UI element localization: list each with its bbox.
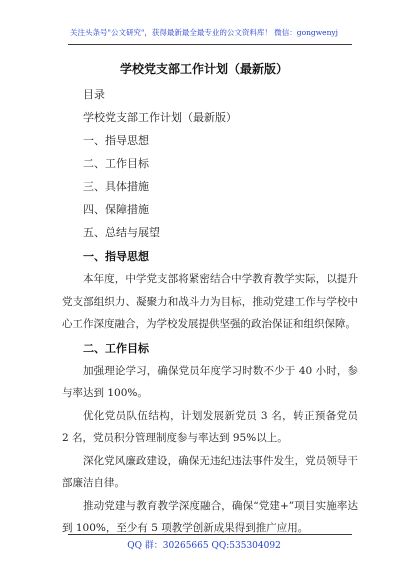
section-paragraph: 深化党风廉政建设，确保无违纪违法事件发生，党员领导干部廉洁自律。 bbox=[62, 454, 358, 489]
header-divider bbox=[68, 44, 352, 45]
toc-item[interactable]: 学校党支部工作计划（最新版） bbox=[83, 111, 237, 124]
page-header bbox=[0, 0, 408, 40]
document-title: 学校党支部工作计划（最新版） bbox=[119, 62, 288, 76]
toc-item[interactable]: 四、保障措施 bbox=[83, 203, 149, 216]
footer-divider bbox=[68, 534, 352, 535]
section-paragraph: 本年度，中学党支部将紧密结合中学教育教学实际，以提升党支部组织力、凝聚力和战斗力为目标，推动党建工作与学校中心工作深度融合，为学校发展提供坚强的政治保证和组织保障。 bbox=[62, 273, 358, 330]
toc-item[interactable]: 二、工作目标 bbox=[83, 157, 149, 170]
document-body bbox=[0, 60, 408, 540]
toc-item[interactable]: 五、总结与展望 bbox=[83, 226, 160, 239]
toc-label: 目录 bbox=[83, 88, 105, 101]
section-paragraph: 推动党建与教育教学深度融合，确保“党建+”项目实施率达到 100%，至少有 5 项教学创新成果得到推广应用。 bbox=[62, 499, 358, 534]
section-paragraph: 加强理论学习，确保党员年度学习时数不少于 40 小时，参与率达到 100%。 bbox=[62, 364, 358, 399]
section-heading-guiding-ideology: 一、指导思想 bbox=[83, 250, 149, 263]
section-paragraph: 优化党员队伍结构，计划发展新党员 3 名，转正预备党员 2 名，党员积分管理制度参与率达到 95%以上。 bbox=[62, 409, 358, 444]
section-heading-work-goals: 二、工作目标 bbox=[83, 341, 149, 355]
toc-item[interactable]: 一、指导思想 bbox=[83, 134, 149, 147]
header-promo-text: 关注头条号"公文研究"，获得最新最全最专业的公文资料库！ 微信：gongwenyj bbox=[70, 28, 338, 37]
footer-contact-text: QQ 群：30265665 QQ:535304092 bbox=[127, 541, 281, 551]
toc-item[interactable]: 三、具体措施 bbox=[83, 180, 149, 193]
